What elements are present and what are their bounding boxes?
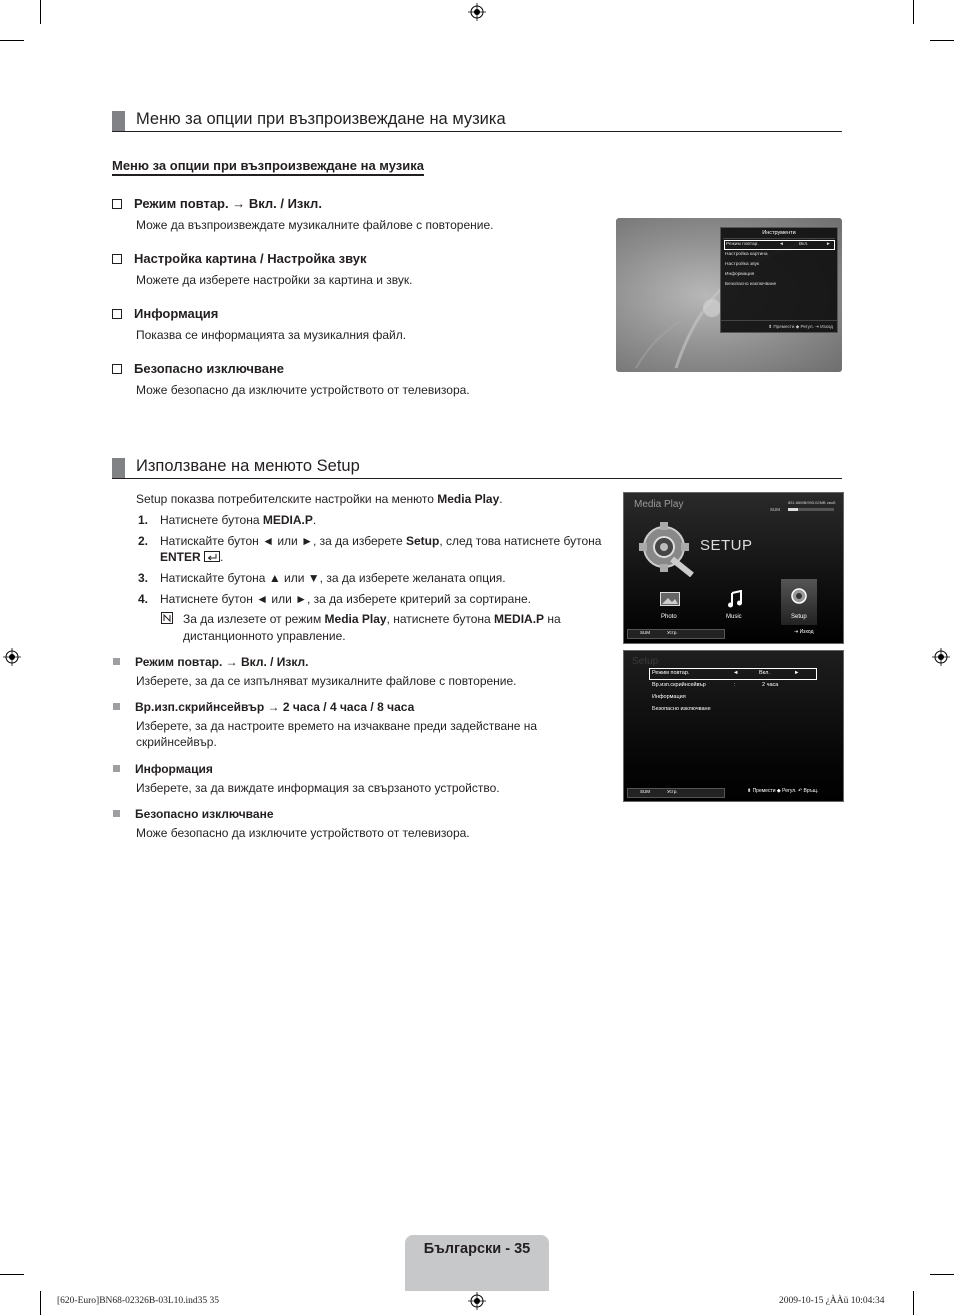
option-description: Може да възпроизвеждате музикалните файлове с повторение. xyxy=(136,218,494,232)
tools-menu-screenshot xyxy=(616,218,842,372)
tools-row[interactable]: Безопасно изключване xyxy=(725,282,777,287)
setup-row-value: 2 часа xyxy=(762,682,779,688)
setup-option-desc: Изберете, за да настроите времето на изчакване преди задействане на xyxy=(136,719,538,733)
tools-title: Инструменти xyxy=(762,230,796,236)
storage-info: 851.86MB/993.02MB своб. xyxy=(788,500,837,505)
media-play-title: Media Play xyxy=(634,499,684,510)
footer-nav: ⬍ Премести ◆ Регул. ↶ Връщ. xyxy=(747,788,819,794)
option-title: Настройка картина / Настройка звук xyxy=(112,251,367,266)
bullet-square-icon xyxy=(113,658,120,665)
setup-row-value: Вкл. xyxy=(759,670,770,676)
step-text-continued: ENTER . xyxy=(160,550,224,564)
option-title: Режим повтар. → Вкл. / Изкл. xyxy=(112,196,322,211)
note-icon xyxy=(161,612,173,624)
checkbox-icon xyxy=(112,364,122,374)
checkbox-icon xyxy=(112,309,122,319)
setup-row-label[interactable]: Вр.изп.скрийнсейвър xyxy=(652,682,706,688)
music-label: Music xyxy=(726,614,742,620)
checkbox-icon xyxy=(112,254,122,264)
heading-bar xyxy=(112,111,125,131)
setup-option-desc: Изберете, за да виждате информация за свързаното устройство. xyxy=(136,781,500,795)
crop-mark xyxy=(930,40,954,41)
checkbox-icon xyxy=(112,199,122,209)
setup-option-desc: скрийнсейвър. xyxy=(136,735,217,749)
tools-row[interactable]: Информация xyxy=(725,272,755,277)
bullet-square-icon xyxy=(113,810,120,817)
option-description: Може безопасно да изключите устройството от телевизора. xyxy=(136,383,470,397)
crop-mark xyxy=(913,1291,914,1315)
registration-mark-icon xyxy=(468,1292,486,1310)
tools-row[interactable]: Настройка звук xyxy=(725,262,760,267)
footer-devices: Устр. xyxy=(667,789,678,794)
page-number-tab xyxy=(405,1235,549,1291)
setup-option-title: Информация xyxy=(113,762,213,776)
setup-row-label[interactable]: Безопасно изключване xyxy=(652,706,711,712)
setup-icon[interactable] xyxy=(789,586,809,606)
setup-option-title: Режим повтар. → Вкл. / Изкл. xyxy=(113,655,308,669)
photo-label: Photo xyxy=(661,614,677,620)
crop-mark xyxy=(0,1274,24,1275)
setup-row-colon: : xyxy=(734,682,736,688)
registration-mark-icon xyxy=(468,3,486,21)
crop-mark xyxy=(913,0,914,24)
photo-icon[interactable] xyxy=(660,592,680,606)
footer-device: SUM xyxy=(640,630,650,635)
setup-label: Setup xyxy=(791,614,807,620)
option-title: Информация xyxy=(112,306,218,321)
section-title: Меню за опции при възпроизвеждане на музика xyxy=(136,110,506,128)
setup-big-label: SETUP xyxy=(700,537,753,554)
step-text: Натискайте бутон ◄ или ►, за да изберете Setup, след това натиснете бутона xyxy=(160,534,602,548)
subsection-title: Меню за опции при възпроизвеждане на музика xyxy=(112,158,424,176)
footer-exit: ⇥ Изход xyxy=(794,629,814,635)
gear-wrench-icon xyxy=(636,519,698,577)
step-number: 4. xyxy=(138,592,149,606)
setup-option-desc: Може безопасно да изключите устройството от телевизора. xyxy=(136,826,470,840)
step-number: 1. xyxy=(138,513,149,527)
bullet-square-icon xyxy=(113,765,120,772)
setup-option-title: Безопасно изключване xyxy=(113,807,274,821)
step-number: 3. xyxy=(138,571,149,585)
note-text-continued: дистанционното управление. xyxy=(183,629,346,643)
setup-screen-title: Setup xyxy=(632,656,659,667)
step-number: 2. xyxy=(138,534,149,548)
enter-icon xyxy=(204,551,220,562)
section-heading-setup xyxy=(112,458,842,479)
step-text: Натискайте бутона ▲ или ▼, за да изберете желаната опция. xyxy=(160,571,506,585)
note-text: За да излезете от режим Media Play, натиснете бутона MEDIA.P на xyxy=(183,612,561,626)
option-description: Можете да изберете настройки за картина и звук. xyxy=(136,273,413,287)
section-heading-music-options xyxy=(112,111,842,132)
crop-mark xyxy=(40,0,41,24)
tools-menu xyxy=(720,227,838,333)
setup-option-desc: Изберете, за да се изпълняват музикалните файлове с повторение. xyxy=(136,674,517,688)
step-text: Натиснете бутон ◄ или ►, за да изберете критерий за сортиране. xyxy=(160,592,531,606)
device-label: SUM xyxy=(770,507,780,512)
registration-mark-icon xyxy=(3,648,21,666)
setup-row-label: Режим повтар. xyxy=(652,670,690,676)
heading-bar xyxy=(112,458,125,478)
crop-mark xyxy=(0,40,24,41)
bullet-square-icon xyxy=(113,703,120,710)
media-play-screenshot xyxy=(623,492,844,644)
tools-row-selected[interactable]: Режим повтар. ◄ Вкл. ► xyxy=(724,240,835,250)
music-icon[interactable] xyxy=(727,590,743,608)
option-title: Безопасно изключване xyxy=(112,361,284,376)
tools-row[interactable]: Настройка картина xyxy=(725,252,768,257)
crop-mark xyxy=(40,1291,41,1315)
right-arrow-icon[interactable]: ► xyxy=(794,670,800,676)
tools-footer: ⬍ Премести ◆ Регул. ⇥ Изход xyxy=(721,320,837,330)
page-number: Български - 35 xyxy=(423,1241,531,1257)
registration-mark-icon xyxy=(932,648,950,666)
footer-device: SUM xyxy=(640,789,650,794)
section-title: Използване на менюто Setup xyxy=(136,457,360,475)
step-text: Натиснете бутона MEDIA.P. xyxy=(160,513,317,527)
crop-mark xyxy=(930,1274,954,1275)
footer-file-info: [620-Euro]BN68-02326B-03L10.ind35 35 xyxy=(57,1296,220,1306)
setup-option-title: Вр.изп.скрийнсейвър → 2 часа / 4 часа / 8 часа xyxy=(113,700,414,714)
footer-devices: Устр. xyxy=(667,630,678,635)
footer-timestamp: 2009-10-15 ¿ÀÀü 10:04:34 xyxy=(779,1296,885,1306)
option-description: Показва се информацията за музикалния файл. xyxy=(136,328,407,342)
setup-intro: Setup показва потребителските настройки на менюто Media Play. xyxy=(136,492,503,506)
setup-row-label[interactable]: Информация xyxy=(652,694,686,700)
storage-bar xyxy=(788,508,834,511)
left-arrow-icon[interactable]: ◄ xyxy=(733,670,739,676)
setup-menu-screenshot xyxy=(623,650,844,802)
